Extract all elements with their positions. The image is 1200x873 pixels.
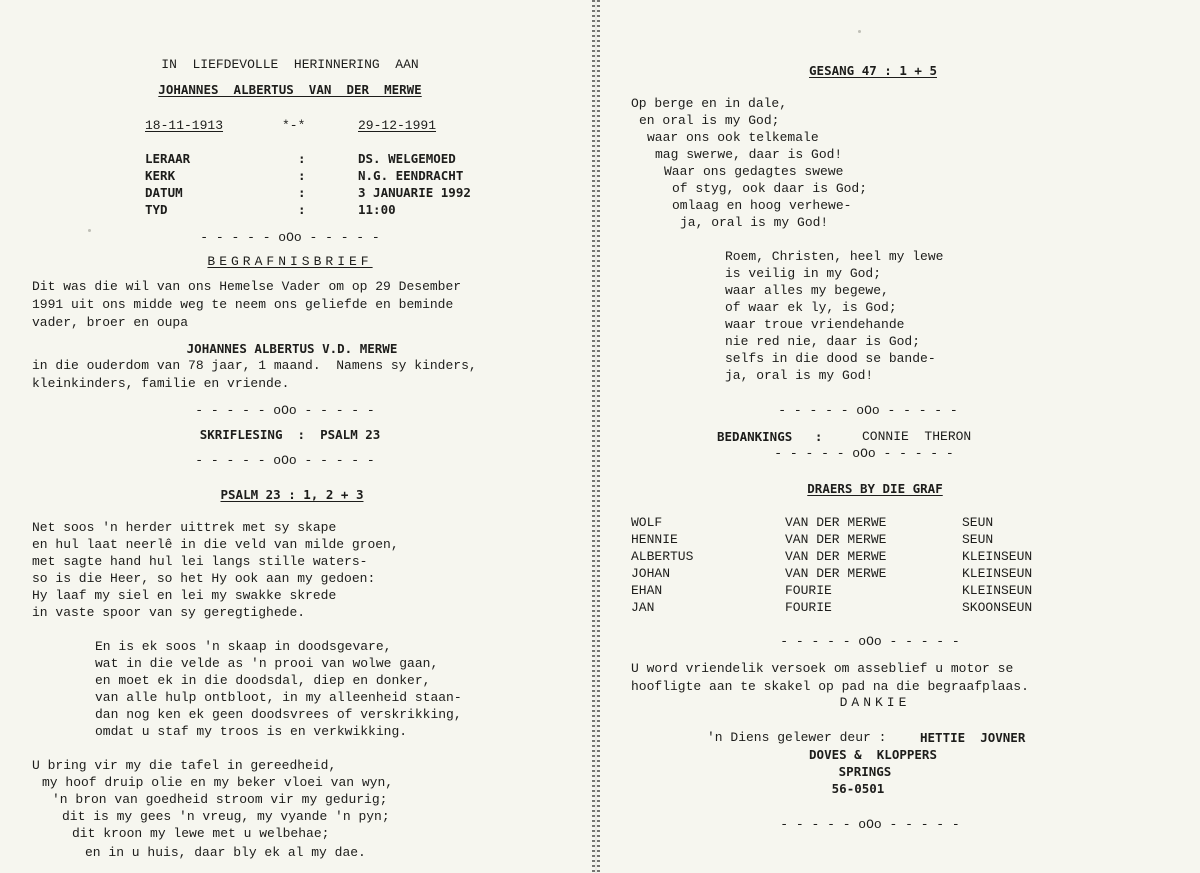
hymn-line: Roem, Christen, heel my lewe [725, 249, 944, 264]
verse-line: Hy laaf my siel en lei my swakke skrede [32, 588, 337, 603]
verse-line: en hul laat neerlê in die veld van milde groen, [32, 537, 399, 552]
verse-line: dan nog ken ek geen doodsvrees of verskrikking, [95, 707, 462, 722]
page-fold-perforation [592, 0, 600, 873]
divider: - - - - - oOo - - - - - [780, 817, 960, 832]
scripture-reading: SKRIFLESING : PSALM 23 [199, 427, 381, 442]
verse-line: U bring vir my die tafel in gereedheid, [32, 758, 337, 773]
divider: - - - - - oOo - - - - - [200, 230, 380, 245]
right-page [600, 0, 1200, 873]
bearer-first-name: ALBERTUS [631, 549, 694, 564]
bearers-heading: DRAERS BY DIE GRAF [807, 481, 943, 496]
bearer-first-name: JAN [631, 600, 655, 615]
hymn-heading: GESANG 47 : 1 + 5 [809, 63, 937, 78]
letter-heading: BEGRAFNISBRIEF [207, 254, 373, 269]
company-town: SPRINGS [838, 764, 892, 779]
request-line: U word vriendelik versoek om asseblief u motor se [631, 661, 1014, 676]
bearer-relation: SEUN [962, 532, 994, 547]
bearer-surname: VAN DER MERWE [785, 515, 887, 530]
bearer-first-name: EHAN [631, 583, 663, 598]
verse-line: En is ek soos 'n skaap in doodsgevare, [95, 639, 392, 654]
age-line: in die ouderdom van 78 jaar, 1 maand. Namens sy kinders, [32, 358, 477, 373]
detail-value: N.G. EENDRACHT [358, 168, 464, 183]
paper-speck [858, 30, 861, 33]
left-page [0, 0, 592, 873]
hymn-line: of styg, ook daar is God; [672, 181, 868, 196]
funeral-company: DOVES & KLOPPERS [809, 747, 937, 762]
deceased-name-header: JOHANNES ALBERTUS VAN DER MERWE [158, 82, 422, 97]
divider: - - - - - oOo - - - - - [195, 403, 375, 418]
hymn-line: waar alles my begewe, [725, 283, 889, 298]
divider: - - - - - oOo - - - - - [778, 403, 958, 418]
bearer-relation: KLEINSEUN [962, 549, 1033, 564]
verse-line: dit kroon my lewe met u welbehae; [72, 826, 330, 841]
hymn-line: omlaag en hoog verhewe- [672, 198, 852, 213]
hymn-line: selfs in die dood se bande- [725, 351, 936, 366]
detail-colon: : [298, 168, 306, 183]
detail-label: DATUM [145, 185, 183, 200]
hymn-line: en oral is my God; [639, 113, 780, 128]
verse-line: Net soos 'n herder uittrek met sy skape [32, 520, 337, 535]
bearer-surname: VAN DER MERWE [785, 566, 887, 581]
verse-line: wat in die velde as 'n prooi van wolwe gaan, [95, 656, 439, 671]
thank-you: DANKIE [839, 695, 911, 710]
request-line: hoofligte aan te skakel op pad na die begraafplaas. [631, 679, 1029, 694]
hymn-line: Op berge en in dale, [631, 96, 788, 111]
detail-value: 11:00 [358, 202, 396, 217]
age-line: kleinkinders, familie en vriende. [32, 376, 290, 391]
hymn-line: nie red nie, daar is God; [725, 334, 921, 349]
memorial-title: IN LIEFDEVOLLE HERINNERING AAN [161, 57, 419, 72]
detail-label: TYD [145, 202, 168, 217]
bearer-surname: FOURIE [785, 600, 832, 615]
verse-line: omdat u staf my troos is en verkwikking. [95, 724, 408, 739]
verse-line: met sagte hand hul lei langs stille waters- [32, 554, 368, 569]
bearer-first-name: WOLF [631, 515, 663, 530]
verse-line: my hoof druip olie en my beker vloei van wyn, [42, 775, 394, 790]
service-name: HETTIE JOVNER [920, 730, 1026, 745]
detail-colon: : [298, 185, 306, 200]
detail-label: KERK [145, 168, 176, 183]
bearer-surname: VAN DER MERWE [785, 532, 887, 547]
hymn-line: of waar ek ly, is God; [725, 300, 897, 315]
bearer-first-name: JOHAN [631, 566, 671, 581]
detail-colon: : [298, 151, 306, 166]
paper-speck [88, 229, 91, 232]
hymn-line: waar ons ook telkemale [647, 130, 819, 145]
service-prefix: 'n Diens gelewer deur : [707, 730, 887, 745]
deceased-name: JOHANNES ALBERTUS V.D. MERWE [186, 341, 398, 356]
bearer-surname: VAN DER MERWE [785, 549, 887, 564]
hymn-line: Waar ons gedagtes swewe [664, 164, 844, 179]
hymn-line: waar troue vriendehande [725, 317, 905, 332]
intro-line: 1991 uit ons midde weg te neem ons geliefde en beminde [32, 297, 454, 312]
bearer-relation: KLEINSEUN [962, 566, 1033, 581]
hymn-line: is veilig in my God; [725, 266, 882, 281]
bearer-relation: KLEINSEUN [962, 583, 1033, 598]
detail-value: DS. WELGEMOED [358, 151, 456, 166]
divider: - - - - - oOo - - - - - [780, 634, 960, 649]
hymn-line: ja, oral is my God! [680, 215, 829, 230]
bearer-relation: SEUN [962, 515, 994, 530]
verse-line: 'n bron van goedheid stroom vir my gedurig; [52, 792, 388, 807]
hymn-line: ja, oral is my God! [725, 368, 874, 383]
divider: - - - - - oOo - - - - - [774, 446, 954, 461]
date-separator: *-* [282, 118, 306, 133]
verse-line: en moet ek in die doodsdal, diep en donker, [95, 673, 431, 688]
bearer-surname: FOURIE [785, 583, 832, 598]
verse-line: dit is my gees 'n vreug, my vyande 'n pyn; [62, 809, 390, 824]
thanks-name: CONNIE THERON [862, 429, 972, 444]
intro-line: Dit was die wil van ons Hemelse Vader om op 29 Desember [32, 279, 462, 294]
detail-label: LERAAR [145, 151, 191, 166]
divider: - - - - - oOo - - - - - [195, 453, 375, 468]
detail-colon: : [298, 202, 306, 217]
psalm-heading: PSALM 23 : 1, 2 + 3 [220, 487, 364, 502]
intro-line: vader, broer en oupa [32, 315, 189, 330]
death-date: 29-12-1991 [358, 118, 437, 133]
company-phone: 56-0501 [831, 781, 885, 796]
hymn-line: mag swerwe, daar is God! [655, 147, 843, 162]
verse-line: van alle hulp ontbloot, in my alleenheid staan- [95, 690, 462, 705]
verse-line: so is die Heer, so het Hy ook aan my gedoen: [32, 571, 376, 586]
bearer-relation: SKOONSEUN [962, 600, 1033, 615]
verse-line: in vaste spoor van sy geregtighede. [32, 605, 306, 620]
bearer-first-name: HENNIE [631, 532, 678, 547]
verse-line: en in u huis, daar bly ek al my dae. [85, 845, 366, 860]
birth-date: 18-11-1913 [145, 118, 224, 133]
detail-value: 3 JANUARIE 1992 [358, 185, 471, 200]
thanks-label: BEDANKINGS : [717, 429, 823, 444]
